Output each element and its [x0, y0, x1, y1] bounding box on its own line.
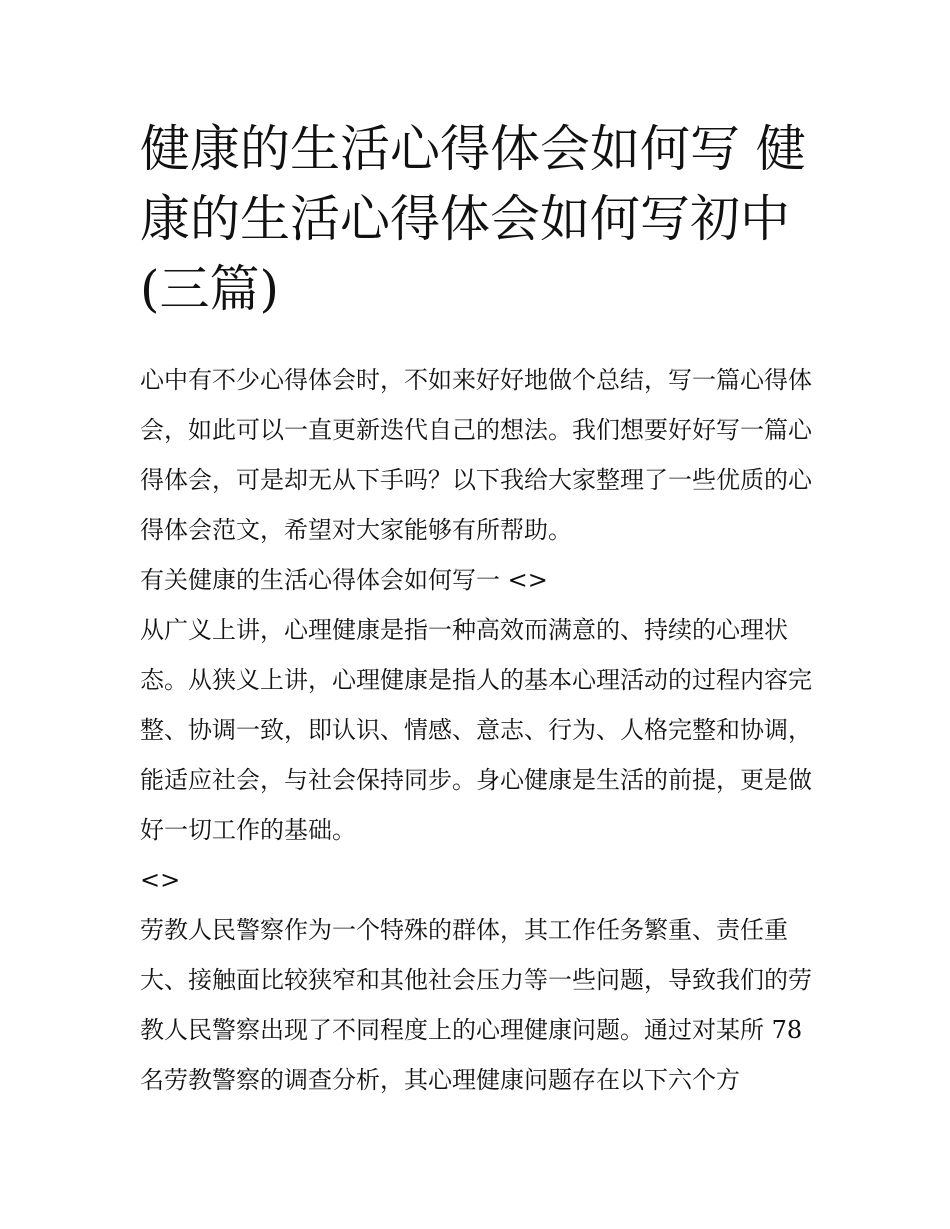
document-title: 健康的生活心得体会如何写 健康的生活心得体会如何写初中(三篇) — [140, 120, 806, 318]
section-heading: 有关健康的生活心得体会如何写一 <> — [140, 566, 548, 594]
analysis-paragraph: 劳教人民警察作为一个特殊的群体，其工作任务繁重、责任重大、接触面比较狭窄和其他社会压力等一些问题，导致我们的劳教人民警察出现了不同程度上的心理健康问题。通过对某所 78 名劳教警察的调查分析，其心理健康问题存在以下六个方 — [140, 916, 812, 1094]
intro-paragraph: 心中有不少心得体会时，不如来好好地做个总结，写一篇心得体会，如此可以一直更新迭代自己的想法。我们想要好好写一篇心得体会，可是却无从下手吗？以下我给大家整理了一些优质的心得体会范文，希望对大家能够有所帮助。 — [140, 366, 812, 544]
document-body — [140, 355, 812, 1105]
definition-paragraph: 从广义上讲，心理健康是指一种高效而满意的、持续的心理状态。从狭义上讲，心理健康是指人的基本心理活动的过程内容完整、协调一致，即认识、情感、意志、行为、人格完整和协调，能适应社会，与社会保持同步。身心健康是生活的前提，更是做好一切工作的基础。 — [140, 616, 812, 844]
placeholder-marker: <> — [140, 866, 181, 894]
